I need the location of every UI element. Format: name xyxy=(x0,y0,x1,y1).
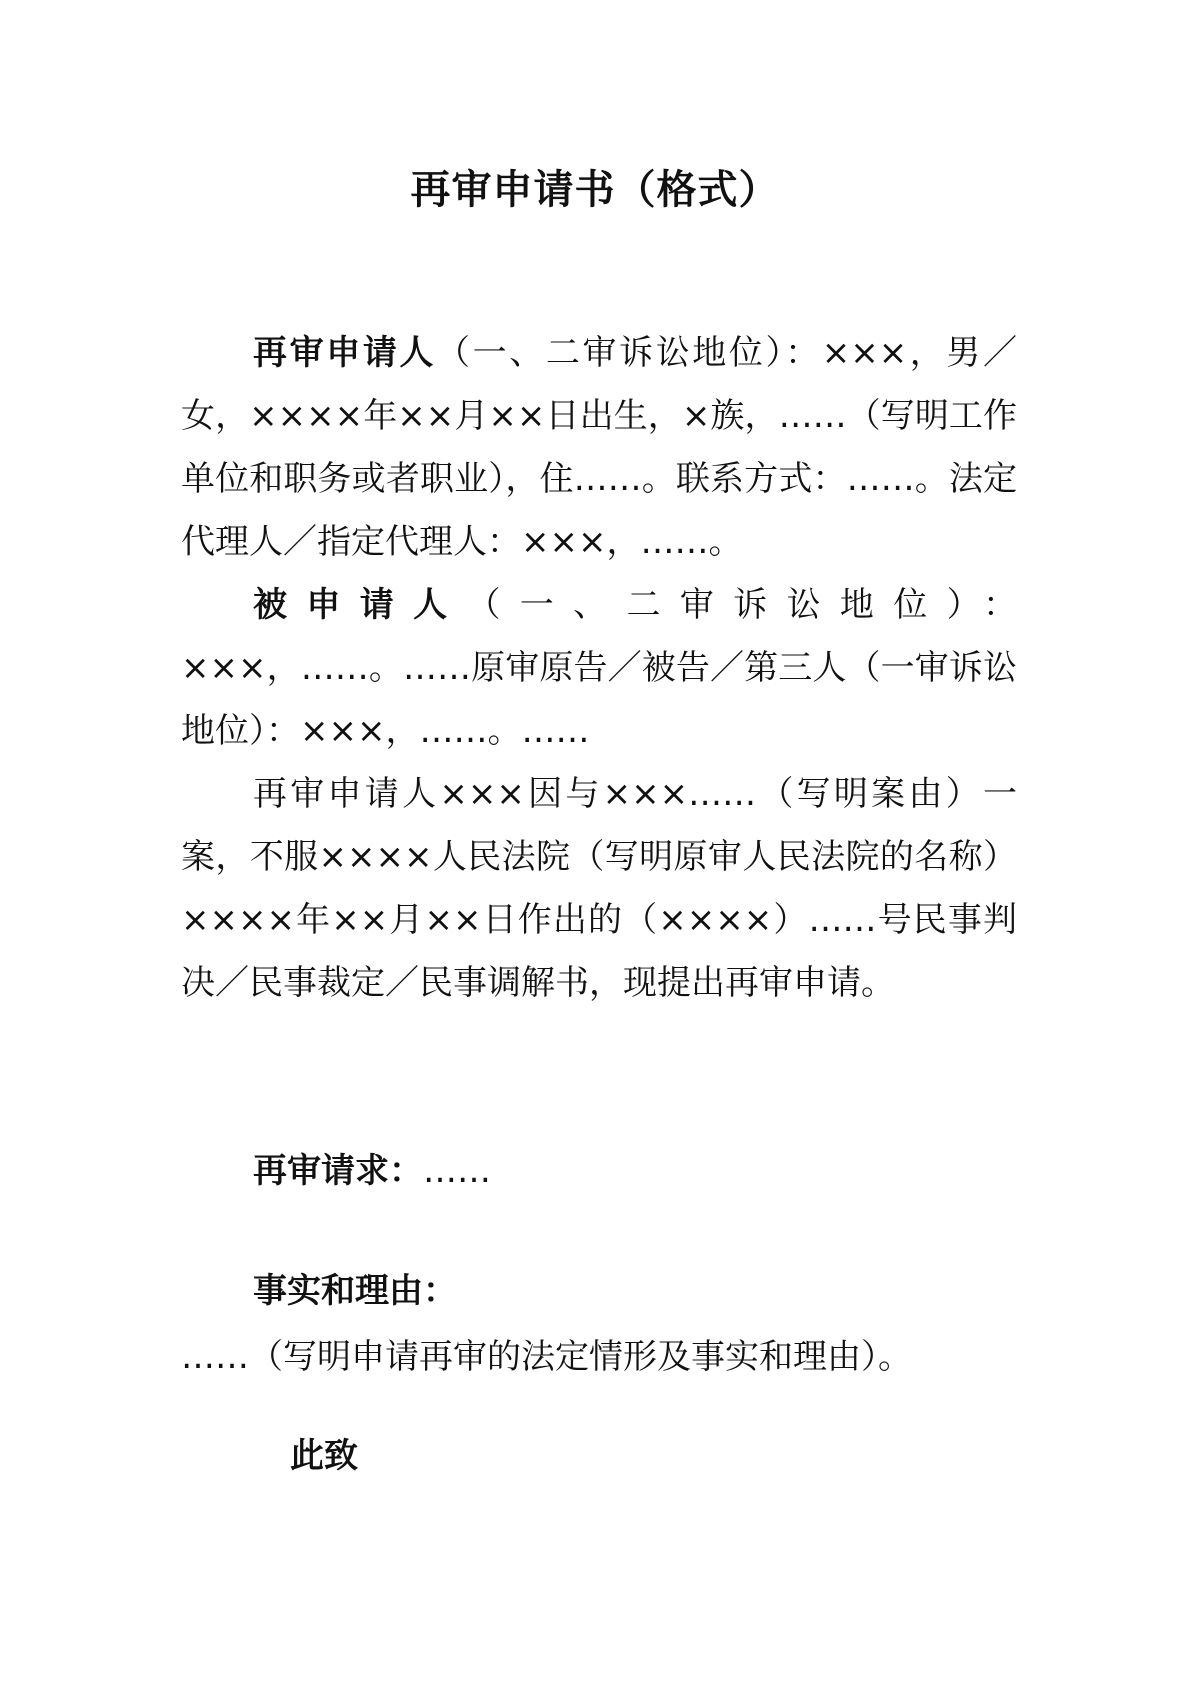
facts-text: ……（写明申请再审的法定情形及事实和理由）。 xyxy=(181,1337,912,1377)
facts-label: 事实和理由： xyxy=(253,1271,457,1311)
closing-text: 此致 xyxy=(290,1436,358,1476)
document-title: 再审申请书（格式） xyxy=(410,167,780,213)
respondent-label: 被申请人 xyxy=(253,585,467,625)
applicant-label: 再审申请人 xyxy=(253,333,437,373)
respondent-text: （一、二审诉讼地位）：×××，……。……原审原告／被告／第三人（一审诉讼地位）：×××，……。…… xyxy=(181,585,1018,751)
request-text: …… xyxy=(423,1151,491,1191)
statement-paragraph: 再审申请人×××因与×××……（写明案由）一案，不服××××人民法院（写明原审人民法院的名称）××××年××月××日作出的（××××）……号民事判决／民事裁定／民事调解书，现提出再审申请。 xyxy=(181,774,1017,1003)
applicant-text: （一、二审诉讼地位）：×××，男／女，××××年××月××日出生，×族，……（写明工作单位和职务或者职业），住……。联系方式：……。法定代理人／指定代理人：×××，……。 xyxy=(181,333,1018,562)
respondent-paragraph xyxy=(181,574,1017,763)
applicant-paragraph xyxy=(181,322,1017,574)
request-label: 再审请求： xyxy=(253,1151,423,1191)
request-line xyxy=(253,1140,491,1203)
